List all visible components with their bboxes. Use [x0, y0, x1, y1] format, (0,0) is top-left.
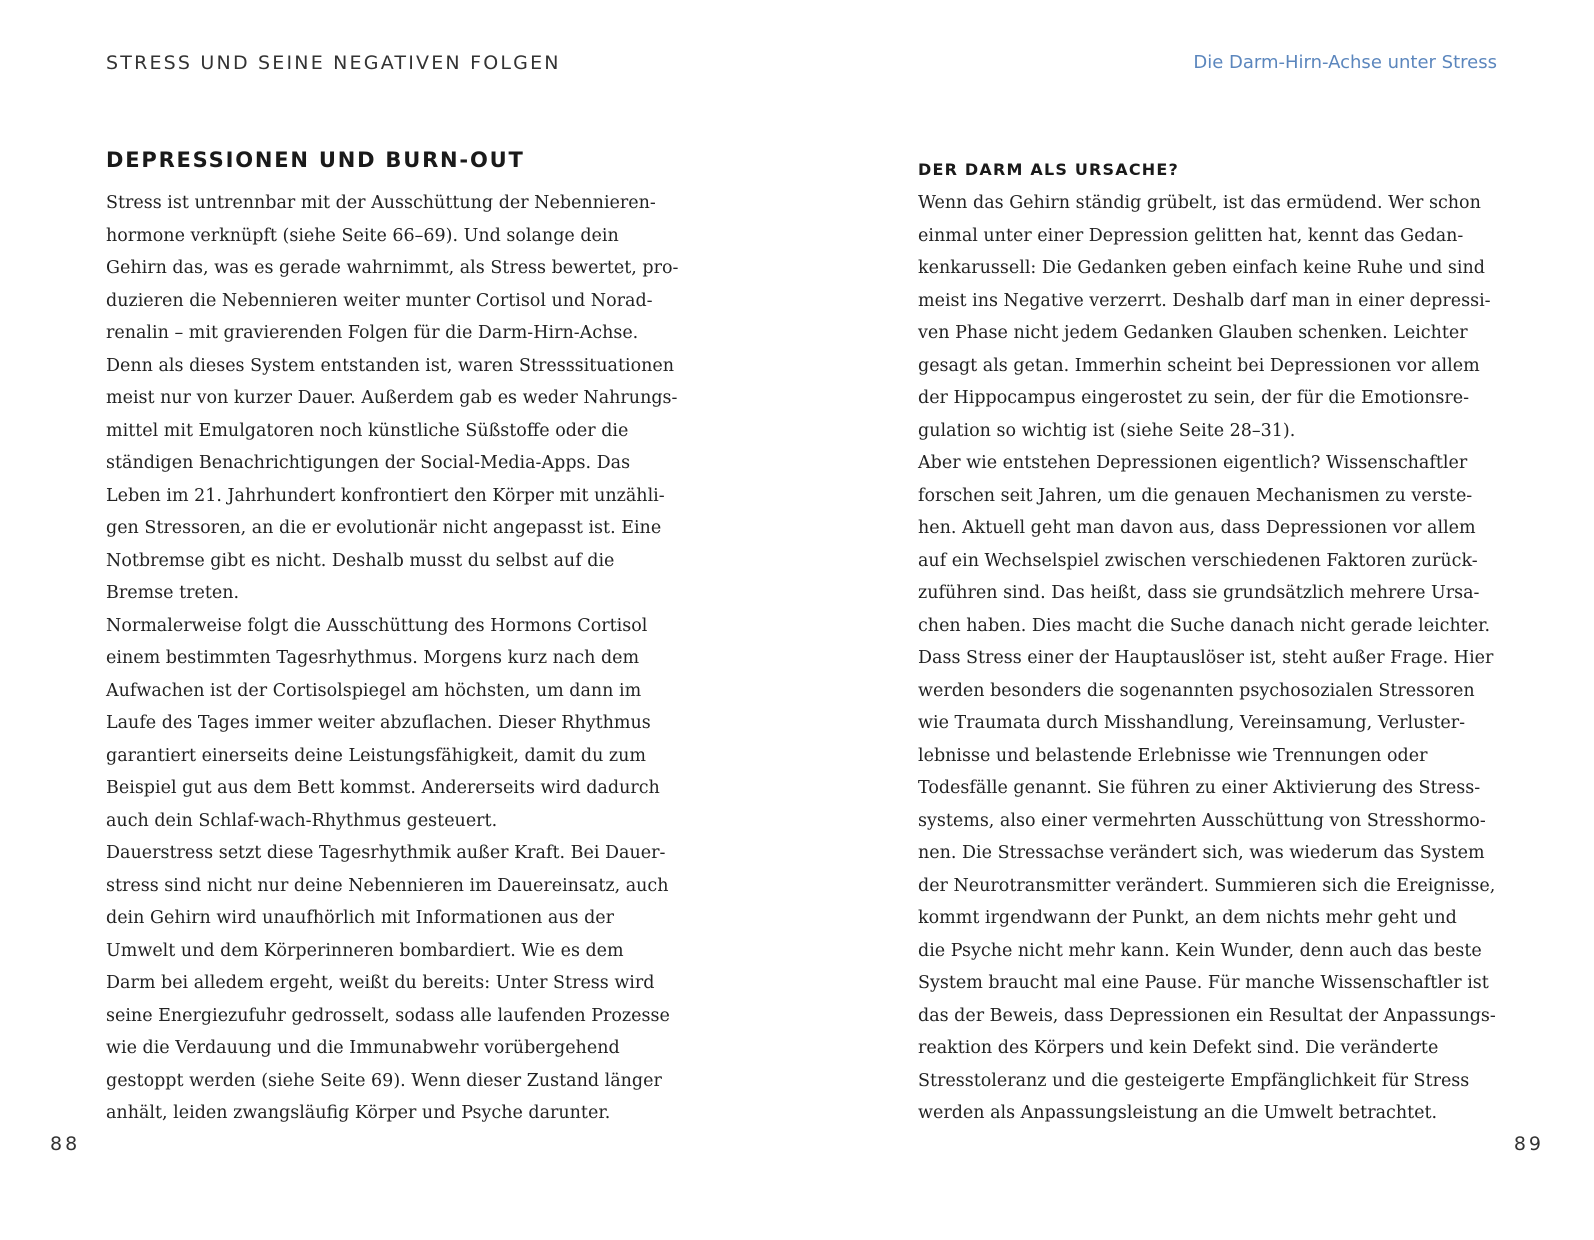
section-heading: DEPRESSIONEN UND BURN-OUT [106, 148, 525, 172]
text-line: Notbremse gibt es nicht. Deshalb musst du selbst auf die [106, 550, 615, 571]
text-line: wie Traumata durch Misshandlung, Vereinsamung, Verluster- [918, 713, 1466, 733]
text-line: hormone verknüpft (siehe Seite 66–69). Und solange dein [106, 225, 619, 246]
text-line: gestoppt werden (siehe Seite 69). Wenn dieser Zustand länger [106, 1070, 662, 1091]
sub-heading: DER DARM ALS URSACHE? [918, 160, 1180, 179]
text-line: systems, also einer vermehrten Ausschüttung von Stresshormo- [918, 810, 1486, 831]
text-line: dein Gehirn wird unaufhörlich mit Informationen aus der [106, 908, 614, 928]
text-line: Darm bei alledem ergeht, weißt du bereits: Unter Stress wird [106, 973, 655, 993]
text-line: kommt irgendwann der Punkt, an dem nichts mehr geht und [918, 908, 1457, 928]
text-line: mittel mit Emulgatoren noch künstliche Süßstoffe oder die [106, 420, 629, 441]
page-number-left: 88 [50, 1133, 81, 1155]
text-line: Gehirn das, was es gerade wahrnimmt, als Stress bewertet, pro- [106, 258, 679, 278]
text-line: meist nur von kurzer Dauer. Außerdem gab es weder Nahrungs- [106, 388, 678, 408]
text-line: zuführen sind. Das heißt, dass sie grundsätzlich mehrere Ursa- [918, 583, 1480, 603]
text-line: Umwelt und dem Körperinneren bombardiert. Wie es dem [106, 940, 624, 961]
text-line: Denn als dieses System entstanden ist, waren Stresssituationen [106, 355, 675, 376]
text-line: chen haben. Dies macht die Suche danach nicht gerade leichter. [918, 615, 1491, 636]
text-line: Stress ist untrennbar mit der Ausschüttung der Nebennieren- [106, 193, 656, 213]
text-line: Wenn das Gehirn ständig grübelt, ist das ermüdend. Wer schon [918, 193, 1481, 213]
text-line: forschen seit Jahren, um die genauen Mechanismen zu verste- [918, 485, 1473, 506]
text-line: lebnisse und belastende Erlebnisse wie Trennungen oder [918, 745, 1428, 766]
text-line: wie die Verdauung und die Immunabwehr vorübergehend [106, 1038, 620, 1058]
text-line: Laufe des Tages immer weiter abzuflachen. Dieser Rhythmus [106, 713, 651, 733]
text-line: gesagt als getan. Immerhin scheint bei Depressionen vor allem [918, 355, 1480, 376]
text-line: garantiert einerseits deine Leistungsfähigkeit, damit du zum [106, 745, 647, 766]
text-line: Aufwachen ist der Cortisolspiegel am höchsten, um dann im [106, 680, 642, 701]
text-line: seine Energiezufuhr gedrosselt, sodass alle laufenden Prozesse [106, 1005, 670, 1026]
text-line: Stresstoleranz und die gesteigerte Empfänglichkeit für Stress [918, 1070, 1470, 1091]
right-body-text [918, 187, 1496, 1130]
page-number-right: 89 [1513, 1133, 1544, 1155]
text-line: die Psyche nicht mehr kann. Kein Wunder, denn auch das beste [918, 940, 1482, 961]
text-line: nen. Die Stressachse verändert sich, was wiederum das System [918, 843, 1485, 863]
text-line: duzieren die Nebennieren weiter munter Cortisol und Norad- [106, 290, 653, 311]
text-line: kenkarussell: Die Gedanken geben einfach keine Ruhe und sind [918, 258, 1485, 278]
text-line: reaktion des Körpers und kein Defekt sind. Die veränderte [918, 1038, 1439, 1058]
running-head-right: Die Darm-Hirn-Achse unter Stress [1193, 52, 1497, 73]
text-line: Bremse treten. [106, 583, 240, 603]
text-line: ven Phase nicht jedem Gedanken Glauben schenken. Leichter [918, 323, 1468, 343]
text-line: gulation so wichtig ist (siehe Seite 28–31). [918, 420, 1296, 441]
text-line: gen Stressoren, an die er evolutionär nicht angepasst ist. Eine [106, 518, 662, 538]
text-line: System braucht mal eine Pause. Für manche Wissenschaftler ist [918, 973, 1489, 993]
text-line: Todesfälle genannt. Sie führen zu einer Aktivierung des Stress- [918, 778, 1481, 798]
text-line: das der Beweis, dass Depressionen ein Resultat der Anpassungs- [918, 1005, 1496, 1026]
text-line: Aber wie entstehen Depressionen eigentlich? Wissenschaftler [918, 453, 1468, 473]
text-line: Normalerweise folgt die Ausschüttung des Hormons Cortisol [106, 615, 648, 636]
running-head-left: STRESS UND SEINE NEGATIVEN FOLGEN [106, 52, 561, 74]
text-line: anhält, leiden zwangsläufig Körper und Psyche darunter. [106, 1103, 611, 1123]
text-line: werden als Anpassungsleistung an die Umwelt betrachtet. [918, 1103, 1438, 1123]
text-line: ständigen Benachrichtigungen der Social-Media-Apps. Das [106, 453, 631, 473]
text-line: Dass Stress einer der Hauptauslöser ist, steht außer Frage. Hier [918, 648, 1494, 668]
text-line: der Neurotransmitter verändert. Summieren sich die Ereignisse, [918, 875, 1496, 896]
left-body-text [106, 187, 678, 1130]
text-line: der Hippocampus eingerostet zu sein, der für die Emotionsre- [918, 388, 1470, 408]
text-line: Leben im 21. Jahrhundert konfrontiert den Körper mit unzähli- [106, 485, 665, 506]
text-line: hen. Aktuell geht man davon aus, dass Depressionen vor allem [918, 518, 1476, 538]
text-line: stress sind nicht nur deine Nebennieren im Dauereinsatz, auch [106, 875, 669, 896]
text-line: auf ein Wechselspiel zwischen verschiedenen Faktoren zurück- [918, 550, 1478, 571]
text-line: Beispiel gut aus dem Bett kommst. Andererseits wird dadurch [106, 778, 660, 798]
text-line: auch dein Schlaf-wach-Rhythmus gesteuert. [106, 810, 498, 831]
text-line: einmal unter einer Depression gelitten hat, kennt das Gedan- [918, 225, 1464, 246]
text-line: Dauerstress setzt diese Tagesrhythmik außer Kraft. Bei Dauer- [106, 843, 666, 863]
text-line: renalin – mit gravierenden Folgen für die Darm-Hirn-Achse. [106, 323, 639, 343]
text-line: werden besonders die sogenannten psychosozialen Stressoren [918, 680, 1475, 701]
text-line: einem bestimmten Tagesrhythmus. Morgens kurz nach dem [106, 648, 640, 668]
text-line: meist ins Negative verzerrt. Deshalb darf man in einer depressi- [918, 290, 1491, 311]
